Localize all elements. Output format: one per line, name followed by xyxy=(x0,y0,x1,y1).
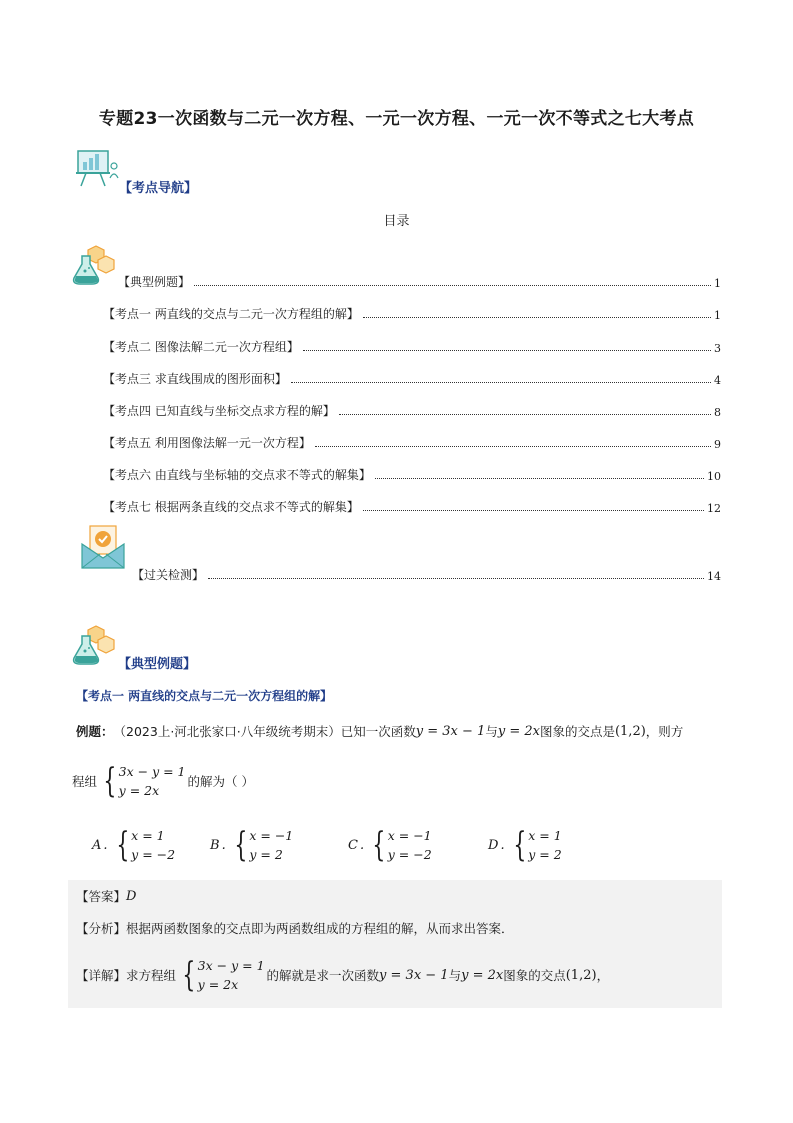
text-intersection: 图象的交点是 xyxy=(539,724,615,739)
toc-item-label: 【过关检测】 xyxy=(132,568,205,582)
toc-item-label: 【典型例题】 xyxy=(118,275,191,289)
example-line-1 xyxy=(76,722,683,740)
equation-system: { 3x − y = 1 y = 2x xyxy=(182,955,265,995)
toc-item-page: 10 xyxy=(707,470,721,483)
answer-tag: 【答案】 xyxy=(76,889,127,904)
toc-item[interactable] xyxy=(103,401,721,419)
toc-item-page: 1 xyxy=(714,309,721,322)
toc-item[interactable] xyxy=(103,465,721,483)
toc-item-page: 9 xyxy=(714,438,721,451)
detail-line xyxy=(76,956,609,994)
toc-item-label: 【考点七 根据两条直线的交点求不等式的解集】 xyxy=(103,500,359,514)
toc-item-page: 14 xyxy=(707,570,721,583)
toc-item-page: 8 xyxy=(714,406,721,419)
brace: { xyxy=(103,761,117,801)
toc-item[interactable] xyxy=(103,304,721,322)
example-prefix: 例题： xyxy=(76,724,114,739)
analysis-text: 根据两函数图象的交点即为两函数组成的方程组的解，从而求出答案． xyxy=(126,921,514,936)
option-a[interactable]: A . { x = 1 y = −2 xyxy=(92,825,176,865)
function-1: y = 3x − 1 xyxy=(415,723,486,739)
detail-and: 与 xyxy=(448,968,462,983)
text-and: 与 xyxy=(485,724,498,739)
toc-item[interactable] xyxy=(103,497,721,515)
toc-leader-dots xyxy=(208,578,704,579)
toc-item-label: 【考点四 已知直线与坐标交点求方程的解】 xyxy=(103,404,335,418)
detail-function-2: y = 2x xyxy=(461,967,504,983)
toc-item-page: 12 xyxy=(707,502,721,515)
text-tail: ，则方 xyxy=(645,724,684,739)
example-line-2 xyxy=(72,762,254,800)
detail-mid: 的解就是求一次函数 xyxy=(266,968,380,983)
detail-prefix: 求方程组 xyxy=(126,968,177,983)
detail-eq-2: y = 2x xyxy=(197,977,239,992)
toc-leader-dots xyxy=(363,317,711,318)
detail-tag: 【详解】 xyxy=(76,968,127,983)
toc-leader-dots xyxy=(194,285,711,286)
option-eq-2: y = −2 xyxy=(131,847,176,862)
toc-item-label: 【考点五 利用图像法解一元一次方程】 xyxy=(103,436,311,450)
answer-value: D xyxy=(126,888,137,904)
option-eq-1: x = 1 xyxy=(528,828,562,843)
detail-mid3: 图象的交点 xyxy=(503,968,566,983)
chemistry-flask-icon xyxy=(72,244,116,286)
option-eq-1: x = −1 xyxy=(387,828,432,843)
chemistry-flask-icon xyxy=(72,624,116,666)
toc-item-page: 1 xyxy=(714,277,721,290)
detail-eq-1: 3x − y = 1 xyxy=(197,958,265,973)
presentation-board-icon xyxy=(74,148,122,190)
option-c[interactable]: C . { x = −1 y = −2 xyxy=(348,825,432,865)
toc-leader-dots xyxy=(291,382,711,383)
toc-item-label: 【考点三 求直线围成的图形面积】 xyxy=(103,372,287,386)
toc-item[interactable] xyxy=(103,369,721,387)
toc-leader-dots xyxy=(363,510,704,511)
toc-leader-dots xyxy=(339,414,711,415)
equation-system xyxy=(99,762,186,800)
toc-item[interactable] xyxy=(118,272,721,290)
toc-leader-dots xyxy=(315,446,711,447)
intersection-point: (1,2) xyxy=(614,723,646,739)
detail-tail: ， xyxy=(596,968,610,983)
document-title: 专题23一次函数与二元一次方程、一元一次方程、一元一次不等式之七大考点 xyxy=(98,109,695,129)
toc-item-page: 4 xyxy=(714,374,721,387)
option-letter: D xyxy=(488,837,499,853)
answer-line xyxy=(76,887,136,905)
toc-item-page: 3 xyxy=(714,342,721,355)
function-2: y = 2x xyxy=(497,723,540,739)
option-letter: B xyxy=(210,837,220,853)
toc-leader-dots xyxy=(375,478,704,479)
text-system-prefix: 程组 xyxy=(72,774,98,789)
system-eq-2: y = 2x xyxy=(118,783,160,798)
toc-item-label: 【考点一 两直线的交点与二元一次方程组的解】 xyxy=(103,307,359,321)
example-source: （2023上·河北张家口·八年级统考期末）已知一次函数 xyxy=(113,724,416,739)
option-eq-2: y = 2 xyxy=(528,847,562,862)
detail-point: (1,2) xyxy=(565,967,597,983)
toc-title: 目录 xyxy=(383,214,410,229)
option-eq-1: x = −1 xyxy=(249,828,294,843)
text-solution-is: 的解为（ ） xyxy=(187,774,254,789)
option-b[interactable]: B . { x = −1 y = 2 xyxy=(210,825,294,865)
option-eq-2: y = −2 xyxy=(387,847,432,862)
topic-heading: 【考点一 两直线的交点与二元一次方程组的解】 xyxy=(76,689,333,703)
checkmark-envelope-icon xyxy=(80,524,126,570)
toc-item[interactable] xyxy=(132,565,721,583)
option-letter: A xyxy=(92,837,102,853)
option-d[interactable]: D . { x = 1 y = 2 xyxy=(488,825,562,865)
toc-item[interactable] xyxy=(103,337,721,355)
option-eq-2: y = 2 xyxy=(249,847,283,862)
nav-heading: 【考点导航】 xyxy=(119,181,198,196)
detail-function-1: y = 3x − 1 xyxy=(379,967,449,983)
toc-item[interactable] xyxy=(103,433,721,451)
analysis-tag: 【分析】 xyxy=(76,921,127,936)
option-letter: C xyxy=(348,837,358,853)
option-eq-1: x = 1 xyxy=(131,828,165,843)
analysis-line xyxy=(76,919,514,937)
toc-leader-dots xyxy=(303,350,711,351)
toc-item-label: 【考点六 由直线与坐标轴的交点求不等式的解集】 xyxy=(103,468,371,482)
toc-item-label: 【考点二 图像法解二元一次方程组】 xyxy=(103,340,299,354)
section-heading: 【典型例题】 xyxy=(118,657,197,672)
system-eq-1: 3x − y = 1 xyxy=(118,764,186,779)
